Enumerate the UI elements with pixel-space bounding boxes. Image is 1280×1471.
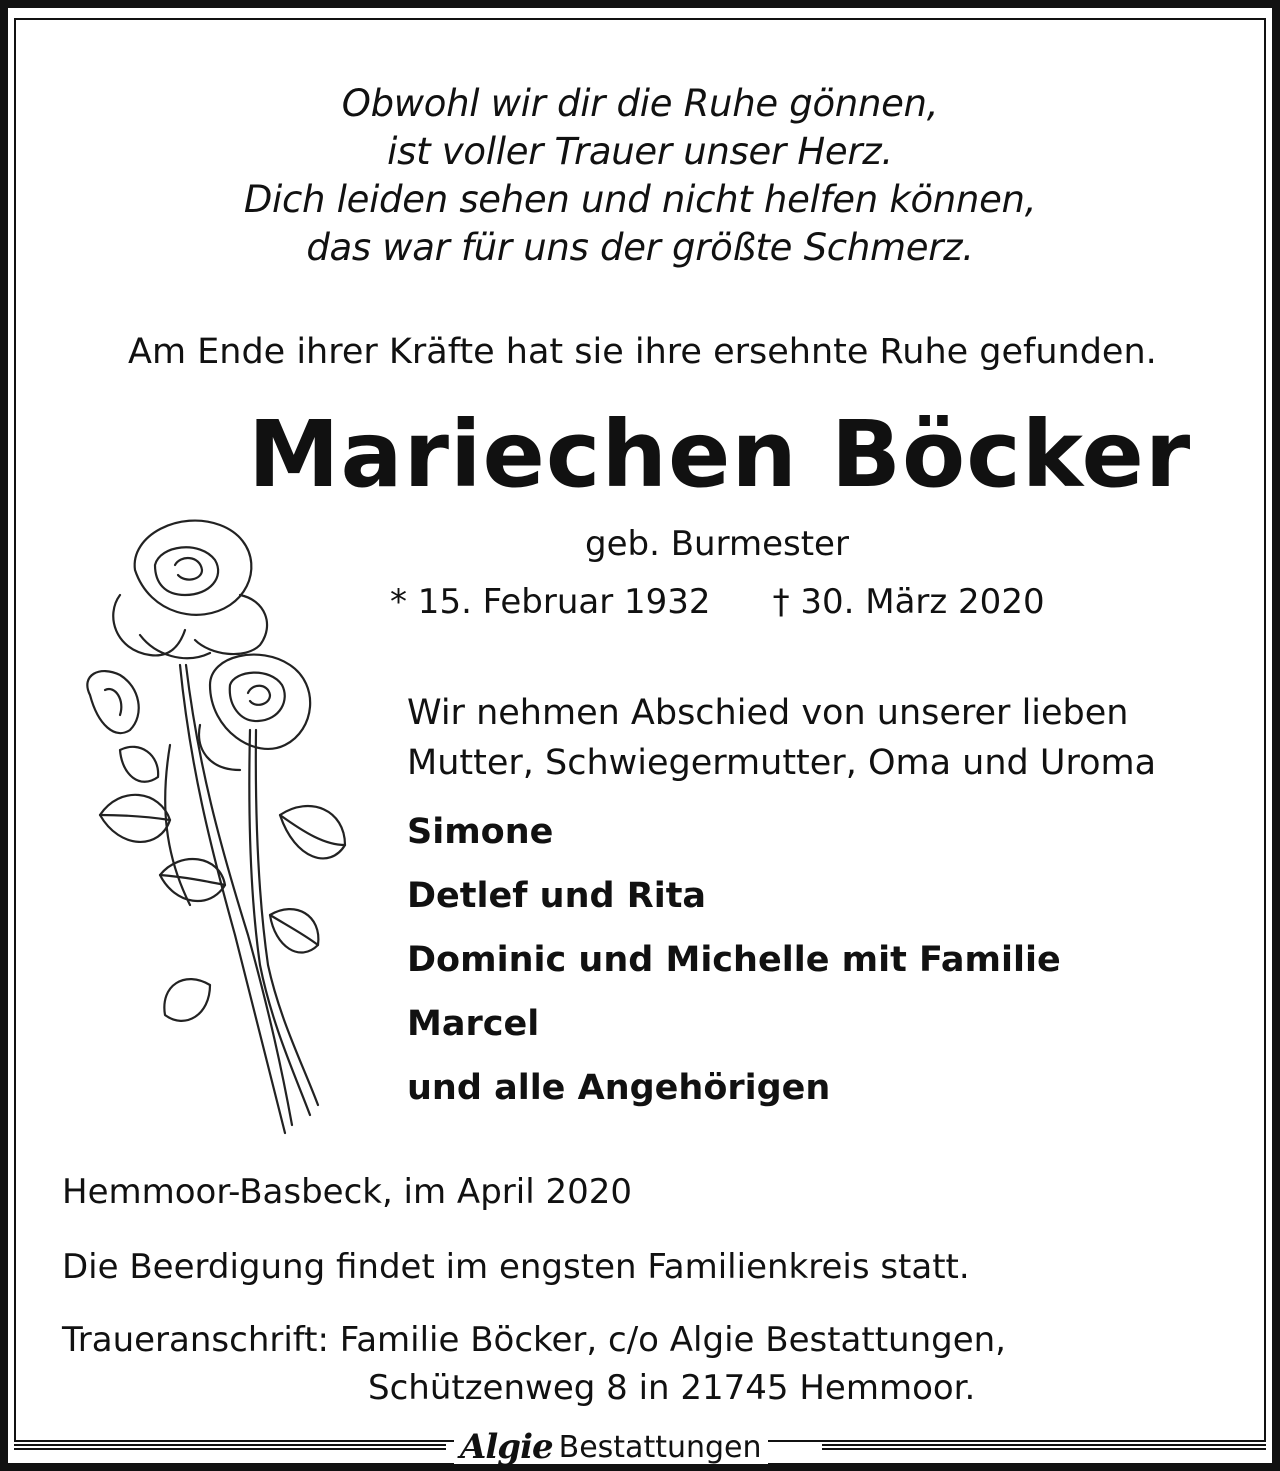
- farewell-line: Mutter, Schwiegermutter, Oma und Uroma: [407, 743, 1157, 783]
- farewell-line: Wir nehmen Abschied von unserer lieben: [407, 693, 1129, 733]
- place-date: Hemmoor-Basbeck, im April 2020: [62, 1172, 632, 1212]
- memorial-verse: [0, 80, 1280, 272]
- rose-illustration: [60, 515, 360, 1140]
- verse-line: Obwohl wir dir die Ruhe gönnen,: [341, 82, 939, 125]
- verse-line: Dich leiden sehen und nicht helfen können,: [243, 178, 1037, 221]
- mourning-address-street: Schützenweg 8 in 21745 Hemmoor.: [368, 1368, 976, 1408]
- logo-mark: Algie: [460, 1427, 553, 1467]
- farewell-text: [407, 688, 1156, 788]
- maiden-name: geb. Burmester: [585, 524, 849, 564]
- verse-line: ist voller Trauer unser Herz.: [387, 130, 893, 173]
- intro-text: Am Ende ihrer Kräfte hat sie ihre ersehnte Ruhe gefunden.: [128, 332, 1157, 372]
- logo-word: Bestattungen: [558, 1429, 762, 1465]
- verse-line: das war für uns der größte Schmerz.: [306, 226, 974, 269]
- deceased-name: Mariechen Böcker: [248, 401, 1192, 508]
- mourner-name: und alle Angehörigen: [407, 1068, 831, 1108]
- mourners-list: [407, 800, 1061, 1120]
- life-dates: [390, 580, 1045, 624]
- mourning-address: Traueranschrift: Familie Böcker, c/o Algie Bestattungen,: [62, 1320, 1006, 1360]
- funeral-note: Die Beerdigung findet im engsten Familienkreis statt.: [62, 1247, 970, 1287]
- birth-date: * 15. Februar 1932: [390, 582, 711, 622]
- mourner-name: Detlef und Rita: [407, 876, 707, 916]
- mourner-name: Simone: [407, 812, 554, 852]
- divider: [14, 1440, 446, 1452]
- undertaker-logo-bar: [14, 1427, 1266, 1467]
- mourner-name: Marcel: [407, 1004, 540, 1044]
- divider: [822, 1440, 1266, 1452]
- undertaker-logo: [454, 1427, 768, 1467]
- mourner-name: Dominic und Michelle mit Familie: [407, 940, 1061, 980]
- death-date: † 30. März 2020: [772, 582, 1045, 622]
